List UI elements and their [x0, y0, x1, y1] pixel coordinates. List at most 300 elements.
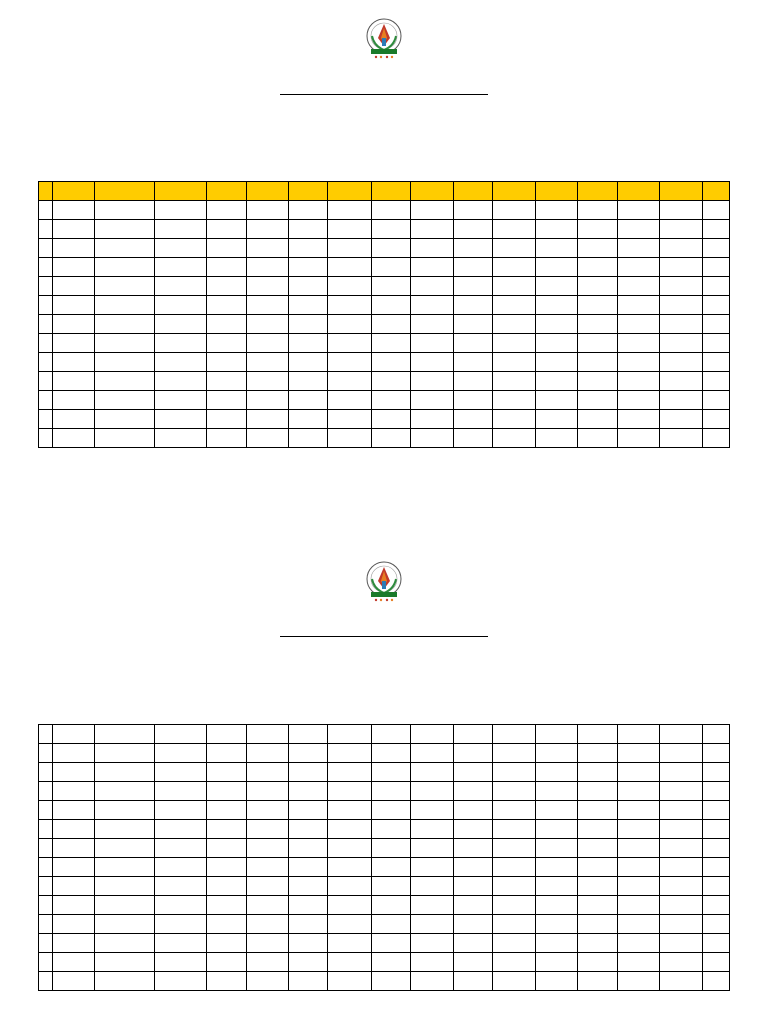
table-cell	[207, 839, 246, 858]
table-cell	[454, 429, 492, 448]
table-cell	[410, 239, 453, 258]
table-cell	[492, 334, 535, 353]
table-cell	[703, 277, 730, 296]
table-cell	[535, 220, 577, 239]
table-cell	[578, 296, 617, 315]
table-cell	[371, 801, 410, 820]
table-header-cell	[371, 182, 410, 201]
table-cell	[410, 429, 453, 448]
table-cell	[492, 763, 535, 782]
table-cell	[659, 258, 702, 277]
table-header-cell	[703, 182, 730, 201]
table-cell	[39, 763, 53, 782]
table-header-cell	[207, 182, 246, 201]
table-cell	[39, 915, 53, 934]
table-cell	[535, 972, 577, 991]
table-cell	[535, 334, 577, 353]
table-cell	[289, 744, 328, 763]
table-cell	[454, 353, 492, 372]
table-cell	[39, 429, 53, 448]
table-cell	[207, 934, 246, 953]
table-cell	[328, 296, 371, 315]
table-row	[39, 239, 730, 258]
table-cell	[535, 725, 577, 744]
table-cell	[454, 296, 492, 315]
table-cell	[659, 801, 702, 820]
table-cell	[492, 953, 535, 972]
table-cell	[207, 315, 246, 334]
table-cell	[95, 839, 154, 858]
table-cell	[328, 725, 371, 744]
table-cell	[703, 858, 730, 877]
table-cell	[703, 372, 730, 391]
table-cell	[454, 725, 492, 744]
table-row	[39, 915, 730, 934]
table-cell	[328, 429, 371, 448]
table-cell	[52, 220, 94, 239]
table-cell	[39, 725, 53, 744]
table-cell	[246, 372, 288, 391]
table-cell	[578, 915, 617, 934]
table-header-cell	[328, 182, 371, 201]
table-cell	[617, 744, 659, 763]
table-cell	[39, 353, 53, 372]
table-cell	[578, 896, 617, 915]
table-cell	[52, 429, 94, 448]
table-cell	[328, 372, 371, 391]
table-header-cell	[154, 182, 207, 201]
table-cell	[578, 763, 617, 782]
table-cell	[289, 934, 328, 953]
table-cell	[289, 353, 328, 372]
table-cell	[95, 410, 154, 429]
table-cell	[39, 896, 53, 915]
table-cell	[578, 801, 617, 820]
table-cell	[492, 239, 535, 258]
table-row	[39, 372, 730, 391]
table-cell	[246, 877, 288, 896]
table-cell	[454, 782, 492, 801]
table-cell	[289, 820, 328, 839]
table-cell	[289, 429, 328, 448]
table-header-cell	[289, 182, 328, 201]
table-cell	[246, 744, 288, 763]
table-cell	[492, 429, 535, 448]
table-cell	[207, 820, 246, 839]
table-cell	[52, 972, 94, 991]
table-cell	[207, 763, 246, 782]
table-cell	[154, 801, 207, 820]
table-cell	[328, 801, 371, 820]
table-cell	[410, 258, 453, 277]
table-header-row	[39, 182, 730, 201]
table-cell	[246, 972, 288, 991]
table-row	[39, 277, 730, 296]
table-cell	[703, 839, 730, 858]
table-cell	[371, 258, 410, 277]
table-cell	[578, 839, 617, 858]
table-cell	[95, 858, 154, 877]
table-cell	[154, 725, 207, 744]
table-cell	[328, 972, 371, 991]
table-cell	[659, 953, 702, 972]
table-cell	[659, 858, 702, 877]
table-row	[39, 429, 730, 448]
table-cell	[95, 877, 154, 896]
table-row	[39, 391, 730, 410]
table-cell	[154, 258, 207, 277]
table-cell	[328, 315, 371, 334]
table-cell	[207, 725, 246, 744]
table-cell	[95, 258, 154, 277]
table-cell	[535, 296, 577, 315]
table-cell	[578, 353, 617, 372]
table-cell	[154, 429, 207, 448]
table-cell	[52, 277, 94, 296]
table-cell	[578, 258, 617, 277]
table-cell	[207, 953, 246, 972]
table-cell	[535, 801, 577, 820]
table-cell	[328, 744, 371, 763]
table-cell	[95, 296, 154, 315]
table-cell	[246, 934, 288, 953]
table-cell	[659, 972, 702, 991]
table-row	[39, 315, 730, 334]
table-cell	[535, 858, 577, 877]
table-cell	[207, 391, 246, 410]
table-cell	[328, 782, 371, 801]
table-cell	[578, 220, 617, 239]
table-cell	[617, 763, 659, 782]
table-cell	[246, 725, 288, 744]
table-cell	[207, 858, 246, 877]
table-cell	[578, 744, 617, 763]
table-cell	[454, 896, 492, 915]
table-cell	[39, 877, 53, 896]
table-cell	[95, 372, 154, 391]
table-row	[39, 953, 730, 972]
table-cell	[371, 763, 410, 782]
table-cell	[52, 201, 94, 220]
table-cell	[617, 353, 659, 372]
table-cell	[154, 391, 207, 410]
table-cell	[535, 391, 577, 410]
table-cell	[95, 391, 154, 410]
table-cell	[492, 972, 535, 991]
table-cell	[246, 334, 288, 353]
table-cell	[578, 372, 617, 391]
table-cell	[207, 239, 246, 258]
table-cell	[578, 315, 617, 334]
table-cell	[617, 296, 659, 315]
table-cell	[207, 896, 246, 915]
table-row	[39, 353, 730, 372]
table-cell	[535, 410, 577, 429]
table-cell	[578, 820, 617, 839]
table-cell	[659, 934, 702, 953]
table-row	[39, 201, 730, 220]
table-cell	[454, 220, 492, 239]
table-header-cell	[52, 182, 94, 201]
table-cell	[410, 839, 453, 858]
table-cell	[246, 429, 288, 448]
table-cell	[52, 877, 94, 896]
table-cell	[578, 725, 617, 744]
table-cell	[578, 201, 617, 220]
table-cell	[246, 801, 288, 820]
table-cell	[371, 839, 410, 858]
table-cell	[39, 953, 53, 972]
table-cell	[578, 429, 617, 448]
table-cell	[410, 858, 453, 877]
table-cell	[95, 315, 154, 334]
table-header-cell	[95, 182, 154, 201]
table-cell	[492, 201, 535, 220]
table-cell	[328, 353, 371, 372]
table-cell	[492, 258, 535, 277]
table-cell	[371, 296, 410, 315]
table-cell	[454, 972, 492, 991]
table-cell	[617, 239, 659, 258]
table-cell	[95, 953, 154, 972]
table-cell	[154, 277, 207, 296]
table-cell	[371, 334, 410, 353]
table-cell	[289, 953, 328, 972]
table-cell	[578, 391, 617, 410]
table-cell	[703, 220, 730, 239]
table-cell	[289, 877, 328, 896]
table-cell	[492, 744, 535, 763]
table-cell	[39, 782, 53, 801]
table-cell	[52, 820, 94, 839]
table-cell	[52, 353, 94, 372]
table-cell	[492, 782, 535, 801]
table-cell	[659, 277, 702, 296]
table-cell	[95, 429, 154, 448]
institution-seal-icon	[364, 16, 404, 60]
table-cell	[578, 239, 617, 258]
table-cell	[328, 896, 371, 915]
table-cell	[289, 763, 328, 782]
table-cell	[492, 296, 535, 315]
table-cell	[535, 201, 577, 220]
table-cell	[95, 353, 154, 372]
table-row	[39, 744, 730, 763]
table-cell	[52, 934, 94, 953]
table-cell	[535, 953, 577, 972]
table-cell	[578, 277, 617, 296]
table-cell	[703, 801, 730, 820]
table-cell	[617, 915, 659, 934]
table-cell	[154, 410, 207, 429]
table-cell	[289, 839, 328, 858]
table-cell	[578, 972, 617, 991]
table-cell	[154, 972, 207, 991]
table-header-cell	[578, 182, 617, 201]
table-cell	[371, 820, 410, 839]
table-cell	[492, 220, 535, 239]
table-cell	[703, 972, 730, 991]
table-cell	[454, 801, 492, 820]
table-cell	[95, 972, 154, 991]
table-cell	[659, 239, 702, 258]
table-cell	[95, 763, 154, 782]
table-cell	[207, 334, 246, 353]
table-cell	[154, 201, 207, 220]
table-header-cell	[410, 182, 453, 201]
table-cell	[39, 839, 53, 858]
table-cell	[535, 277, 577, 296]
table-cell	[535, 239, 577, 258]
table-cell	[454, 953, 492, 972]
table-cell	[154, 763, 207, 782]
table-cell	[410, 744, 453, 763]
table-cell	[492, 896, 535, 915]
table-cell	[659, 896, 702, 915]
table-cell	[703, 782, 730, 801]
table-cell	[289, 277, 328, 296]
table-cell	[154, 915, 207, 934]
table-cell	[52, 896, 94, 915]
table-cell	[535, 315, 577, 334]
table-cell	[39, 201, 53, 220]
table-cell	[535, 877, 577, 896]
table-row	[39, 220, 730, 239]
table-cell	[52, 725, 94, 744]
table-cell	[492, 839, 535, 858]
table-row	[39, 858, 730, 877]
table-cell	[454, 372, 492, 391]
table-cell	[617, 201, 659, 220]
table-cell	[410, 201, 453, 220]
table-cell	[454, 915, 492, 934]
table-cell	[246, 258, 288, 277]
table-cell	[95, 915, 154, 934]
table-cell	[371, 201, 410, 220]
table-cell	[207, 258, 246, 277]
table-cell	[578, 782, 617, 801]
table-cell	[246, 391, 288, 410]
table-cell	[246, 820, 288, 839]
table-cell	[154, 782, 207, 801]
table-cell	[659, 877, 702, 896]
table-cell	[52, 915, 94, 934]
table-cell	[207, 372, 246, 391]
table-cell	[289, 782, 328, 801]
table-cell	[207, 744, 246, 763]
table-cell	[207, 353, 246, 372]
table-cell	[207, 220, 246, 239]
table-cell	[410, 801, 453, 820]
table-cell	[154, 953, 207, 972]
table-cell	[95, 801, 154, 820]
table-cell	[289, 725, 328, 744]
table-cell	[410, 220, 453, 239]
table-row	[39, 972, 730, 991]
table-cell	[39, 391, 53, 410]
table-cell	[52, 372, 94, 391]
table-cell	[52, 258, 94, 277]
table-cell	[154, 296, 207, 315]
table-cell	[410, 410, 453, 429]
table-cell	[328, 820, 371, 839]
table-cell	[659, 410, 702, 429]
table-cell	[289, 315, 328, 334]
table-cell	[659, 315, 702, 334]
table-cell	[703, 877, 730, 896]
table-cell	[535, 782, 577, 801]
table-cell	[617, 782, 659, 801]
table-cell	[95, 725, 154, 744]
table-row	[39, 839, 730, 858]
table-cell	[52, 296, 94, 315]
table-cell	[659, 334, 702, 353]
table-cell	[39, 315, 53, 334]
table-cell	[371, 896, 410, 915]
table-row	[39, 334, 730, 353]
table-cell	[52, 953, 94, 972]
table-cell	[454, 258, 492, 277]
table-cell	[289, 391, 328, 410]
table-cell	[410, 315, 453, 334]
table-cell	[454, 201, 492, 220]
table-row	[39, 258, 730, 277]
table-cell	[207, 277, 246, 296]
table-cell	[454, 334, 492, 353]
table-cell	[39, 820, 53, 839]
table-cell	[703, 953, 730, 972]
table-cell	[535, 429, 577, 448]
table-cell	[289, 896, 328, 915]
table-row	[39, 801, 730, 820]
table-cell	[535, 258, 577, 277]
table-cell	[659, 915, 702, 934]
table-cell	[578, 934, 617, 953]
table-cell	[617, 258, 659, 277]
table-cell	[371, 372, 410, 391]
table-cell	[289, 972, 328, 991]
table-cell	[410, 953, 453, 972]
table-cell	[328, 934, 371, 953]
table-cell	[154, 858, 207, 877]
table-cell	[95, 896, 154, 915]
table-cell	[578, 953, 617, 972]
table-cell	[289, 801, 328, 820]
table-cell	[617, 896, 659, 915]
table-cell	[39, 220, 53, 239]
table-cell	[328, 858, 371, 877]
table-cell	[328, 763, 371, 782]
table-cell	[39, 972, 53, 991]
table-cell	[371, 725, 410, 744]
table-cell	[617, 334, 659, 353]
table-cell	[454, 763, 492, 782]
table-cell	[246, 839, 288, 858]
table-cell	[578, 410, 617, 429]
table-cell	[154, 239, 207, 258]
table-cell	[328, 877, 371, 896]
table-cell	[454, 858, 492, 877]
table-cell	[659, 782, 702, 801]
table-cell	[154, 334, 207, 353]
table-cell	[95, 201, 154, 220]
table-cell	[246, 277, 288, 296]
table-row	[39, 763, 730, 782]
table-cell	[617, 839, 659, 858]
table-cell	[371, 239, 410, 258]
table-cell	[617, 725, 659, 744]
table-cell	[39, 934, 53, 953]
